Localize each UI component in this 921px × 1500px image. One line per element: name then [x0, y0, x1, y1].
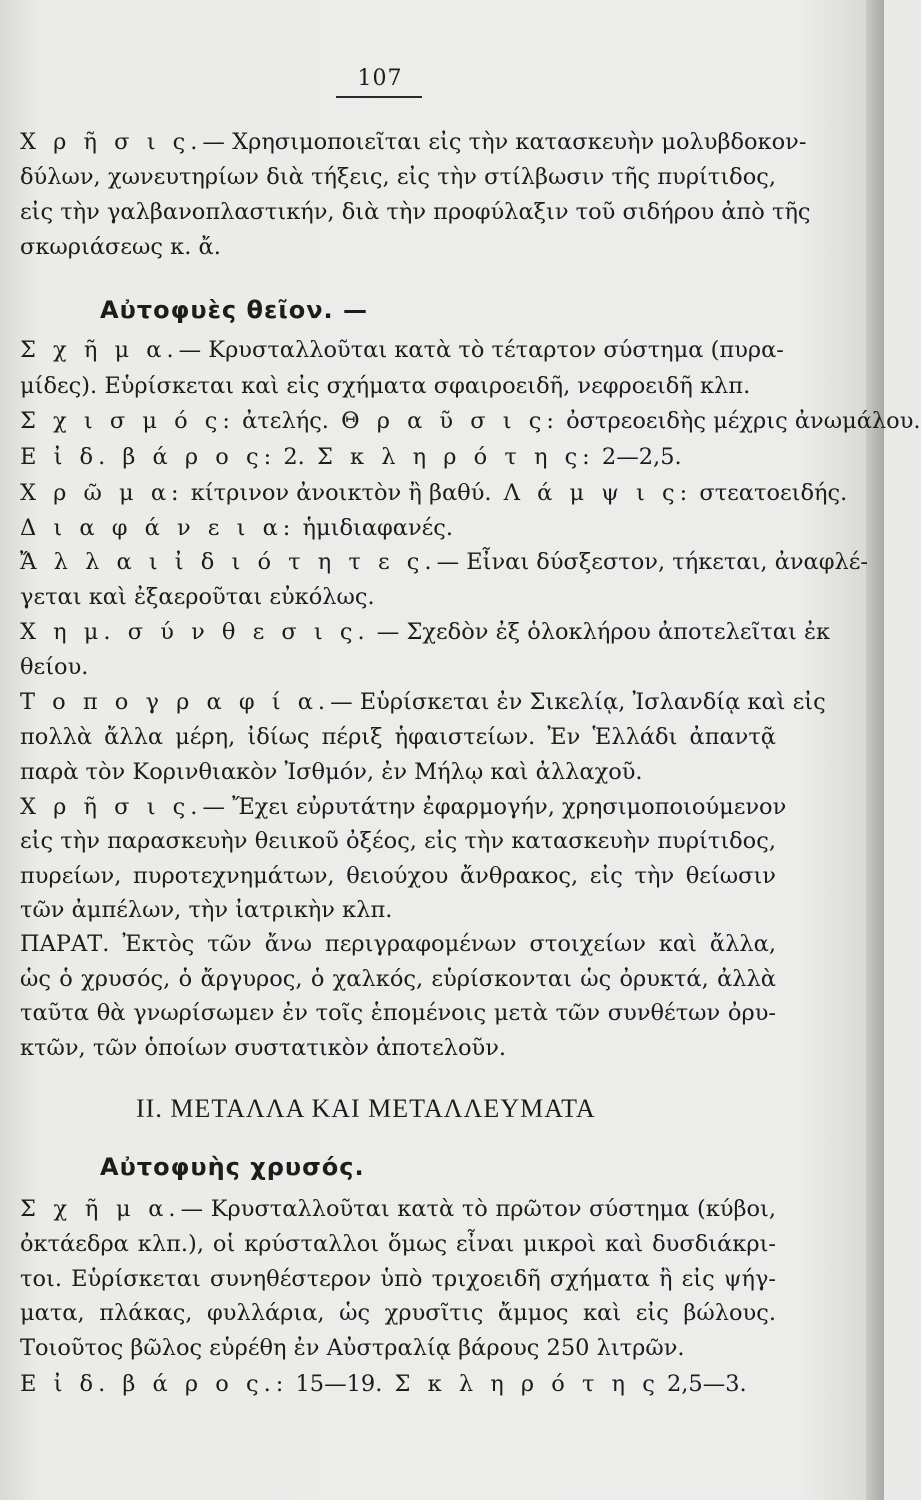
text-line: εἰς τὴν γαλβανοπλαστικήν, διὰ τὴν προφύλαξιν τοῦ σιδήρου ἀπὸ τῆς — [20, 199, 811, 225]
text-line: ΠΑΡΑΤ. Ἐκτὸς τῶν ἄνω περιγραφομένων στοιχείων καὶ ἄλλα, — [20, 931, 776, 957]
text-line: ὀκτάεδρα κλπ.), οἱ κρύσταλλοι ὅμως εἶναι μικροὶ καὶ δυσδιάκρι- — [20, 1231, 776, 1257]
text-line: κτῶν, τῶν ὁποίων συστατικὸν ἀποτελοῦν. — [20, 1035, 507, 1061]
chapter-title: ΙΙ. ΜΕΤΑΛΛΑ ΚΑΙ ΜΕΤΑΛΛΕΥΜΑΤΑ — [136, 1094, 596, 1123]
text-line: θείου. — [20, 654, 89, 680]
text-line: Ε ἰ δ. β ά ρ ο ς.: 15—19. Σ κ λ η ρ ό τ η ς 2,5—3. — [20, 1371, 747, 1397]
text-line: παρὰ τὸν Κορινθιακὸν Ἰσθμόν, ἐν Μήλῳ καὶ ἀλλαχοῦ. — [20, 759, 643, 785]
text-line: σκωριάσεως κ. ἄ. — [20, 234, 221, 260]
text-line: εἰς τὴν παρασκευὴν θειικοῦ ὀξέος, εἰς τὴν κατασκευὴν πυρίτιδος, — [20, 828, 776, 854]
text-line: ὡς ὁ χρυσός, ὁ ἄργυρος, ὁ χαλκός, εὑρίσκονται ὡς ὀρυκτά, ἀλλὰ — [20, 966, 776, 992]
text-line: ταῦτα θὰ γνωρίσωμεν ἐν τοῖς ἑπομένοις μετὰ τῶν συνθέτων ὀρυ- — [20, 1000, 776, 1026]
heading-native-sulphur: Αὐτοφυὲς θεῖον. — — [100, 296, 369, 324]
text-line: τῶν ἀμπέλων, τὴν ἰατρικὴν κλπ. — [20, 897, 393, 923]
text-line: Σ χ ῆ μ α.— Κρυσταλλοῦται κατὰ τὸ πρῶτον σύστημα (κύβοι, — [20, 1196, 776, 1222]
text-line: πολλὰ ἄλλα μέρη, ἰδίως πέριξ ἡφαιστείων. Ἐν Ἑλλάδι ἀπαντᾷ — [20, 724, 776, 750]
page-number-rule — [336, 96, 422, 98]
heading-native-gold: Αὐτοφυὴς χρυσός. — [100, 1153, 365, 1181]
page-spine-shadow — [866, 0, 884, 1500]
text-line: δύλων, χωνευτηρίων διὰ τήξεις, εἰς τὴν στίλβωσιν τῆς πυρίτιδος, — [20, 164, 776, 190]
text-line: Ἄ λ λ α ι ἰ δ ι ό τ η τ ε ς.— Εἶναι δύσξεστον, τήκεται, ἀναφλέ- — [20, 549, 869, 575]
text-line: πυρείων, πυροτεχνημάτων, θειούχου ἄνθρακος, εἰς τὴν θείωσιν — [20, 863, 776, 889]
text-line: Τ ο π ο γ ρ α φ ί α.— Εὑρίσκεται ἐν Σικελίᾳ, Ἰσλανδίᾳ καὶ εἰς — [20, 689, 826, 715]
text-line: Χ ρ ῶ μ α: κίτρινον ἀνοικτὸν ἢ βαθύ. Λ ά μ ψ ι ς: στεατοειδής. — [20, 480, 848, 506]
text-line: Τοιοῦτος βῶλος εὑρέθη ἐν Αὐστραλίᾳ βάρους 250 λιτρῶν. — [20, 1335, 685, 1361]
text-line: ματα, πλάκας, φυλλάρια, ὡς χρυσῖτις ἄμμος καὶ εἰς βώλους. — [20, 1300, 776, 1326]
text-line: τοι. Εὑρίσκεται συνηθέστερον ὑπὸ τριχοειδῆ σχήματα ἢ εἰς ψήγ- — [20, 1266, 776, 1292]
text-line: Χ ρ ῆ σ ι ς.— Χρησιμοποιεῖται εἰς τὴν κατασκευὴν μολυβδοκον- — [20, 129, 807, 155]
text-line: μίδες). Εὑρίσκεται καὶ εἰς σχήματα σφαιροειδῆ, νεφροειδῆ κλπ. — [20, 373, 751, 399]
page-number: 107 — [357, 66, 403, 91]
text-line: Χ ρ ῆ σ ι ς.— Ἔχει εὐρυτάτην ἐφαρμογήν, χρησιμοποιούμενον — [20, 794, 787, 820]
text-line: γεται καὶ ἐξαεροῦται εὐκόλως. — [20, 584, 375, 610]
text-line: Σ χ ι σ μ ό ς: ἀτελής. Θ ρ α ῦ σ ι ς: ὀστρεοειδὴς μέχρις ἀνωμάλου. — [20, 408, 921, 434]
text-line: Σ χ ῆ μ α.— Κρυσταλλοῦται κατὰ τὸ τέταρτον σύστημα (πυρα- — [20, 337, 784, 363]
text-line: Δ ι α φ ά ν ε ι α: ἡμιδιαφανές. — [20, 515, 454, 541]
text-line: Ε ἰ δ. β ά ρ ο ς: 2. Σ κ λ η ρ ό τ η ς: 2—2,5. — [20, 444, 682, 470]
text-line: Χ η μ. σ ύ ν θ ε σ ι ς. — Σχεδὸν ἐξ ὁλοκλήρου ἀποτελεῖται ἐκ — [20, 619, 831, 645]
